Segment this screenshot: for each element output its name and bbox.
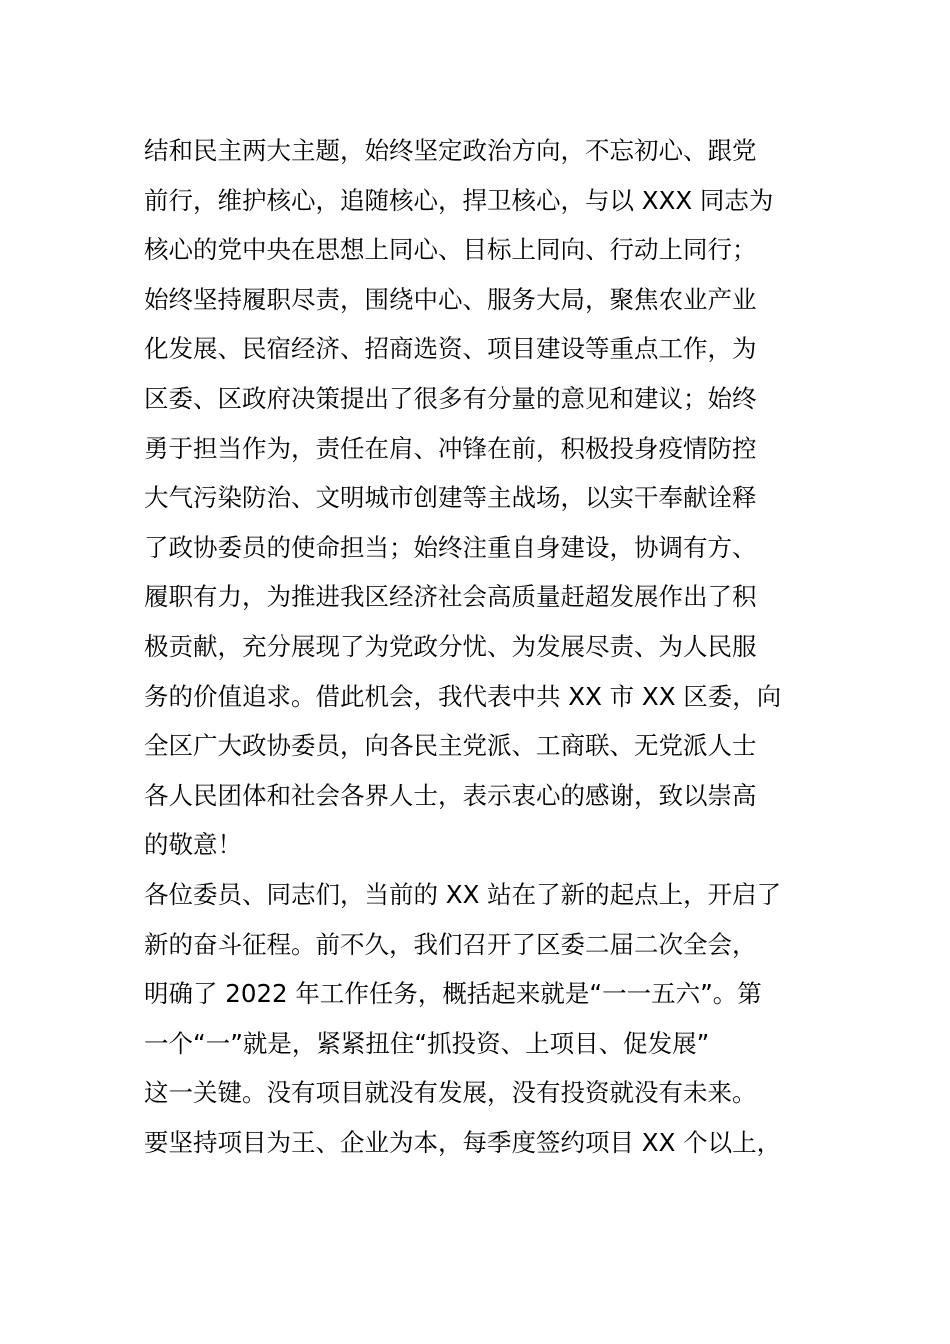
body-text	[144, 126, 824, 1167]
text-line: 务的价值追求。借此机会，我代表中共 XX 市 XX 区委，向	[144, 681, 782, 711]
text-line: 这一关键。没有项目就没有发展，没有投资就没有未来。	[144, 1078, 757, 1108]
text-line: 一个“一”就是，紧紧扭住“抓投资、上项目、促发展”	[144, 1028, 710, 1058]
text-line: 各人民团体和社会各界人士，表示衷心的感谢，致以崇高	[144, 780, 757, 810]
text-line: 始终坚持履职尽责，围绕中心、服务大局，聚焦农业产业	[144, 284, 757, 314]
text-line: 结和民主两大主题，始终坚定政治方向，不忘初心、跟党	[144, 136, 757, 165]
text-line: 履职有力，为推进我区经济社会高质量赶超发展作出了积	[144, 582, 757, 612]
text-line: 了政协委员的使命担当；始终注重自身建设，协调有方、	[144, 532, 757, 562]
text-line: 新的奋斗征程。前不久，我们召开了区委二届二次全会，	[144, 929, 757, 959]
text-line: 极贡献，充分展现了为党政分忧、为发展尽责、为人民服	[144, 631, 757, 661]
text-line: 的敬意！	[144, 830, 242, 860]
text-line: 区委、区政府决策提出了很多有分量的意见和建议；始终	[144, 383, 757, 413]
text-line: 勇于担当作为，责任在肩、冲锋在前，积极投身疫情防控	[144, 433, 757, 463]
text-line: 化发展、民宿经济、招商选资、项目建设等重点工作，为	[144, 334, 757, 364]
text-line: 前行，维护核心，追随核心，捍卫核心，与以 XXX 同志为	[144, 185, 774, 215]
text-line: 要坚持项目为王、企业为本，每季度签约项目 XX 个以上，	[144, 1127, 782, 1157]
text-line: 各位委员、同志们，当前的 XX 站在了新的起点上，开启了	[144, 879, 782, 909]
text-line: 核心的党中央在思想上同心、目标上同向、行动上同行；	[144, 235, 757, 265]
text-line: 明确了 2022 年工作任务，概括起来就是“一一五六”。第	[144, 979, 762, 1009]
text-line: 全区广大政协委员，向各民主党派、工商联、无党派人士	[144, 731, 757, 761]
text-line: 大气污染防治、文明城市创建等主战场，以实干奉献诠释	[144, 483, 757, 513]
